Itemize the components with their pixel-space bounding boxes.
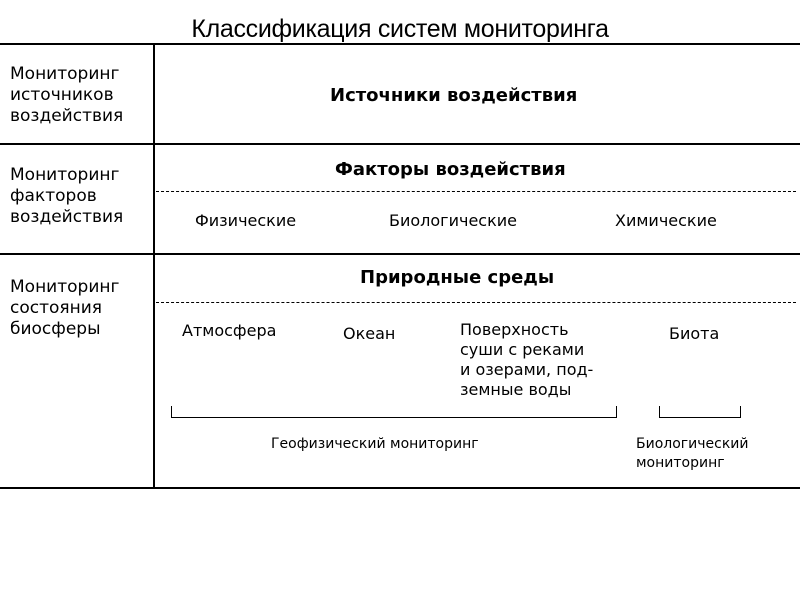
row-label-factors: Мониторинг факторов воздействия — [10, 165, 124, 227]
column-divider — [153, 43, 155, 489]
heading-natural-media: Природные среды — [360, 267, 555, 288]
biological-bracket — [659, 406, 741, 418]
row-divider-2 — [0, 253, 800, 255]
geophysical-bracket — [171, 406, 617, 418]
row-divider-1 — [0, 143, 800, 145]
page-title: Классификация систем мониторинга — [191, 15, 609, 43]
factor-biological: Биологические — [389, 211, 517, 230]
row-label-biosphere: Мониторинг состояния биосферы — [10, 277, 120, 339]
geophysical-monitoring-label: Геофизический мониторинг — [271, 436, 479, 452]
row-label-sources: Мониторинг источников воздействия — [10, 64, 124, 126]
media-ocean: Океан — [343, 324, 396, 343]
heading-factors: Факторы воздействия — [335, 159, 566, 180]
biological-monitoring-label: Биологический мониторинг — [636, 436, 749, 471]
table-bottom-border — [0, 487, 800, 489]
heading-sources: Источники воздействия — [330, 85, 578, 106]
dashed-separator-factors — [156, 191, 796, 192]
dashed-separator-media — [156, 302, 796, 303]
media-biota: Биота — [669, 324, 720, 343]
factor-chemical: Химические — [615, 211, 717, 230]
media-land-surface: Поверхность суши с реками и озерами, под- земные воды — [460, 320, 594, 399]
table-top-border — [0, 43, 800, 45]
factor-physical: Физические — [195, 211, 297, 230]
media-atmosphere: Атмосфера — [182, 321, 277, 340]
